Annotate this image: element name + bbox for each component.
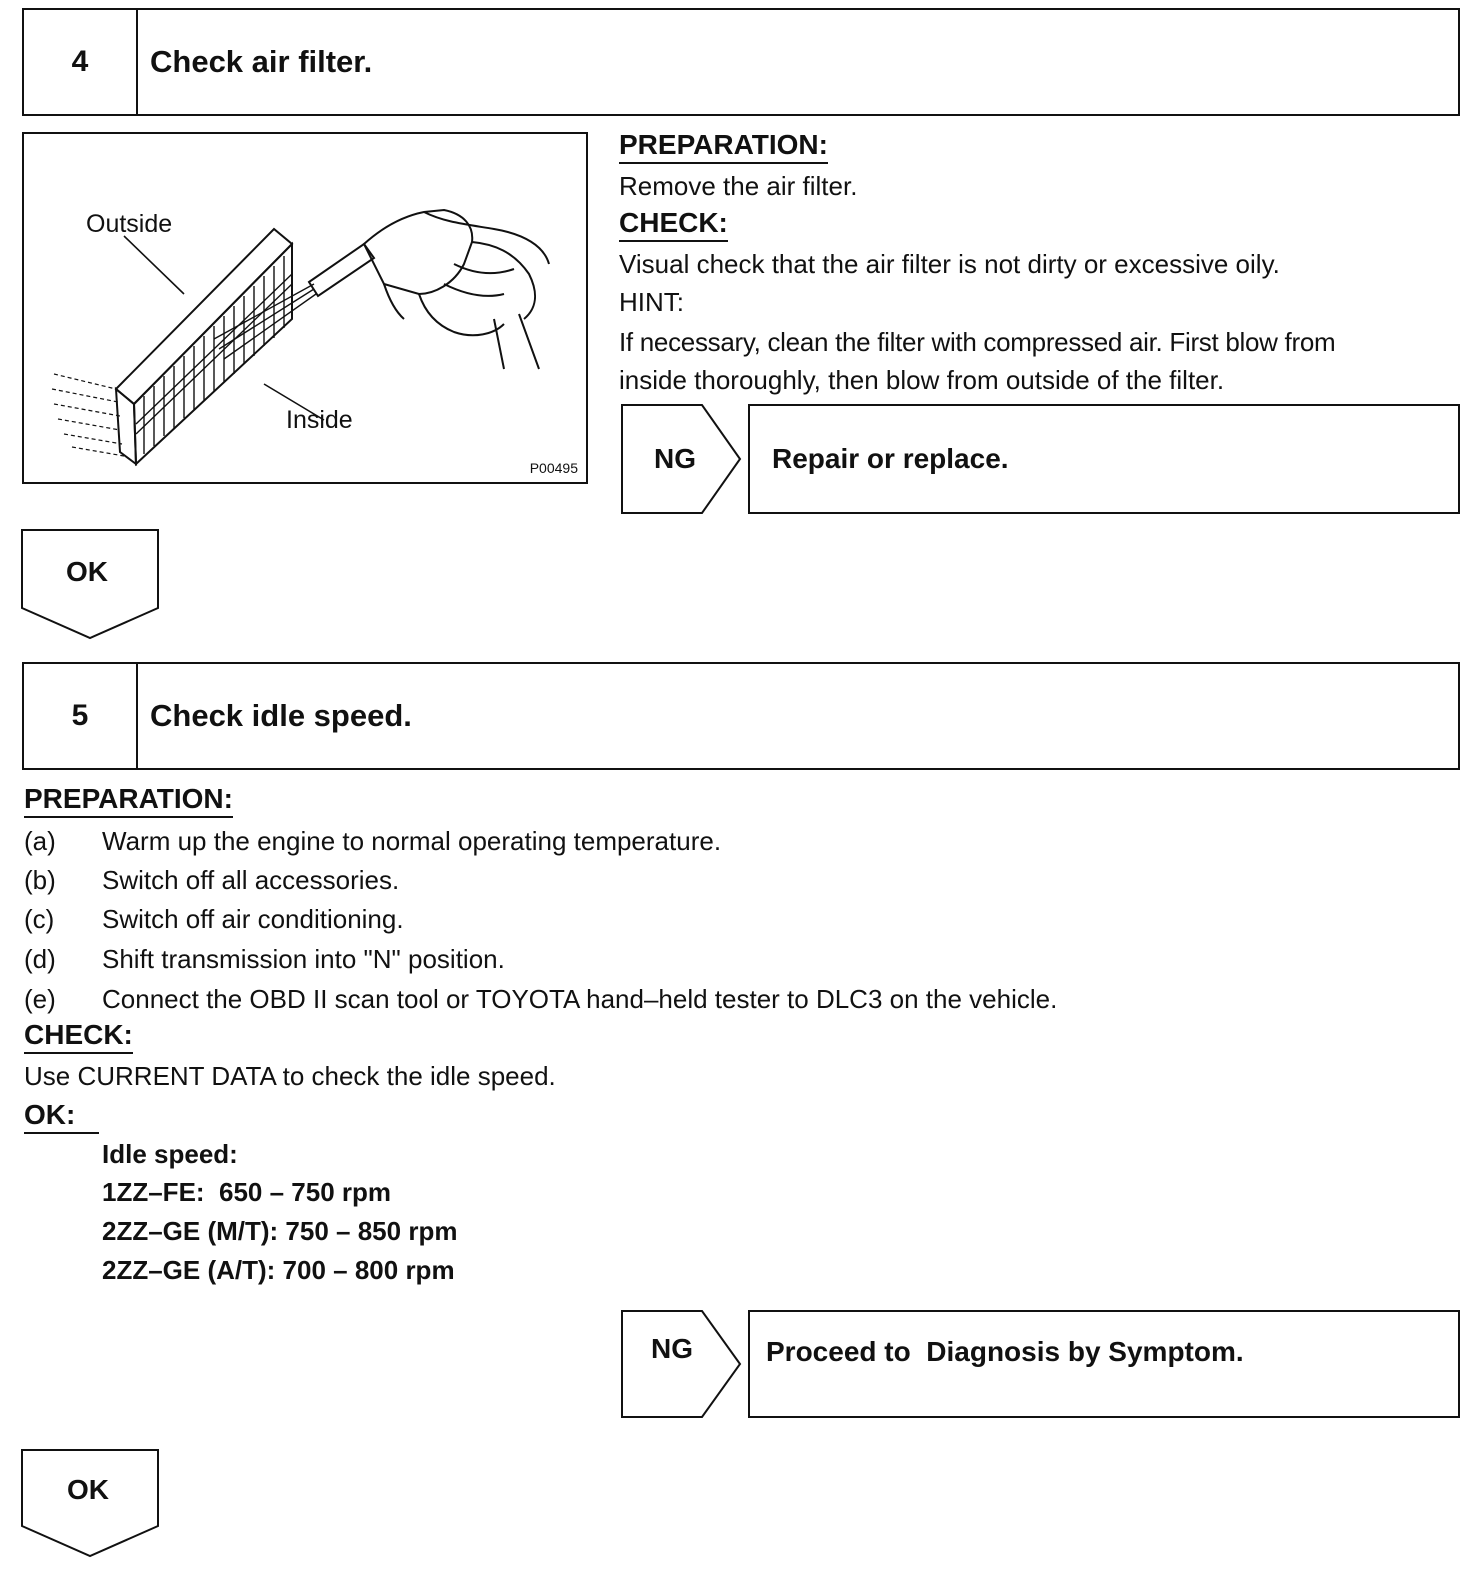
air-filter-figure — [22, 132, 588, 484]
step-4-number: 4 — [24, 10, 138, 114]
idle-speed-2zz-ge-mt: 2ZZ–GE (M/T): 750 – 850 rpm — [102, 1216, 458, 1246]
step-5-number: 5 — [24, 664, 138, 768]
step-5-ok-heading: OK: — [24, 1100, 99, 1134]
prep-item-e-label: (e) — [24, 984, 56, 1014]
prep-item-d-label: (d) — [24, 944, 56, 974]
step-4-ng-action-box — [748, 404, 1460, 514]
idle-speed-2zz-ge-at: 2ZZ–GE (A/T): 700 – 800 rpm — [102, 1255, 455, 1285]
step-5-check-text: Use CURRENT DATA to check the idle speed. — [24, 1061, 556, 1091]
step-5-preparation-heading: PREPARATION: — [24, 784, 233, 818]
step-4-check-heading: CHECK: — [619, 208, 728, 242]
figure-label-inside: Inside — [286, 406, 353, 434]
idle-speed-1zz-fe: 1ZZ–FE: 650 – 750 rpm — [102, 1177, 392, 1207]
prep-item-b-label: (b) — [24, 865, 56, 895]
step-5-title: Check idle speed. — [150, 698, 412, 733]
step-4-hint-line-1: If necessary, clean the filter with compressed air. First blow from — [619, 327, 1336, 357]
prep-item-c-text: Switch off air conditioning. — [102, 904, 404, 934]
step-4-hint-line-2: inside thoroughly, then blow from outside of the filter. — [619, 365, 1225, 395]
prep-item-d-text: Shift transmission into "N" position. — [102, 944, 505, 974]
step-4-ng-label: NG — [654, 443, 696, 474]
step-4-ok-label: OK — [66, 556, 108, 587]
step-4-title: Check air filter. — [150, 44, 373, 79]
step-4-ng-action-text: Repair or replace. — [772, 443, 1009, 474]
idle-speed-title: Idle speed: — [102, 1139, 238, 1169]
prep-item-b-text: Switch off all accessories. — [102, 865, 400, 895]
figure-code: P00495 — [529, 459, 578, 476]
step-4-preparation-text: Remove the air filter. — [619, 171, 858, 201]
step-5-header — [22, 662, 1460, 770]
figure-label-outside: Outside — [86, 210, 173, 238]
step-5-ng-label: NG — [651, 1333, 693, 1364]
prep-item-e-text: Connect the OBD II scan tool or TOYOTA hand–held tester to DLC3 on the vehicle. — [102, 984, 1058, 1014]
step-5-ng-action-text: Proceed to Diagnosis by Symptom. — [766, 1336, 1244, 1367]
prep-item-c-label: (c) — [24, 904, 55, 934]
step-5-ok-label: OK — [67, 1474, 109, 1505]
step-4-check-text: Visual check that the air filter is not dirty or excessive oily. — [619, 249, 1280, 279]
prep-item-a-label: (a) — [24, 826, 56, 856]
prep-item-a-text: Warm up the engine to normal operating temperature. — [102, 826, 722, 856]
step-4-header — [22, 8, 1460, 116]
step-4-hint-heading: HINT: — [619, 287, 684, 317]
step-5-check-heading: CHECK: — [24, 1020, 133, 1054]
step-5-ng-action-box — [748, 1310, 1460, 1418]
step-4-preparation-heading: PREPARATION: — [619, 130, 828, 164]
